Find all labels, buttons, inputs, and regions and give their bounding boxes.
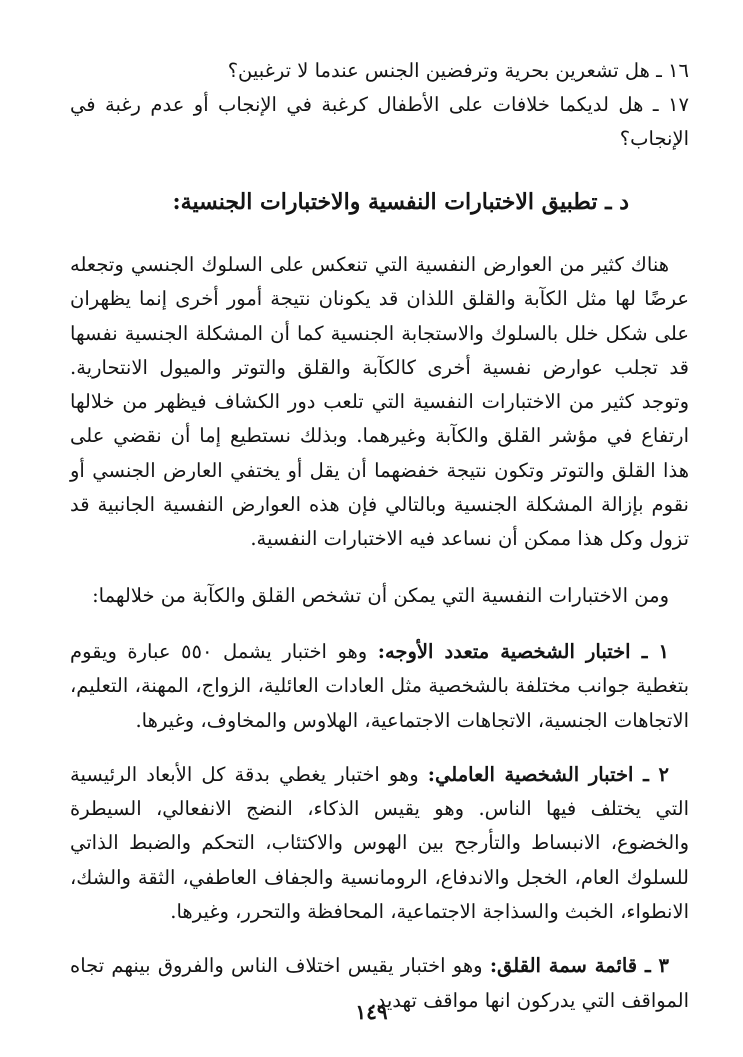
question-17: ١٧ ـ هل لديكما خلافات على الأطفال كرغبة في الإنجاب أو عدم رغبة في الإنجاب؟ [70,93,689,150]
tests-intro-paragraph: ومن الاختبارات النفسية التي يمكن أن تشخص القلق والكآبة من خلالهما: [92,583,669,607]
test-item-body: وهو اختبار يشمل ٥٥٠ عبارة ويقوم بتغطية جوانب مختلفة بالشخصية مثل العادات العائلية، الزواج، المهنة، التعليم، الاتجاهات الجنسية، الاتجاهات الاجتماعية، الهلاوس والمخاوف، وغيرها. [70,639,689,732]
test-item-title: ١ ـ اختبار الشخصية متعدد الأوجه: [377,639,670,663]
page-number: ١٤٩ [355,1000,388,1024]
test-item-mmpi [70,635,689,738]
book-page [70,54,689,1038]
question-16: ١٦ ـ هل تشعرين بحرية وترفضين الجنس عندما لا ترغبين؟ [227,59,689,82]
section-heading: د ـ تطبيق الاختبارات النفسية والاختبارات الجنسية: [172,189,629,215]
test-item-title: ٢ ـ اختبار الشخصية العاملي: [427,762,669,786]
intro-paragraph: هناك كثير من العوارض النفسية التي تنعكس على السلوك الجنسي وتجعله عرضًا لها مثل الكآبة والقلق اللذان قد يكونان نتيجة أمور أخرى إنما يظهران على شكل خلل بالسلوك والاستجابة الجنسية كما أن المشكلة الجنسية نفسها قد تجلب عوارض نفسية أخرى كالكآبة والقلق والتوتر والميول الانتحارية. وتوجد كثير من الاختبارات النفسية التي تلعب دور الكشاف فيظهر من خلالها ارتفاع في مؤشر القلق والكآبة وغيرهما. وبذلك نستطيع إما أن نقضي على هذا القلق والتوتر وتكون نتيجة خفضهما أن يقل أو يختفي العارض الجنسي أو نقوم بإزالة المشكلة الجنسية وبالتالي فإن هذه العوارض النفسية الجانبية قد تزول وكل هذا ممكن أن نساعد فيه الاختبارات النفسية. [70,253,689,551]
test-item-body: وهو اختبار يغطي بدقة كل الأبعاد الرئيسية التي يختلف فيها الناس. وهو يقيس الذكاء، النضج الانفعالي، السيطرة والخضوع، الانبساط والتأرجح بين الهوس والاكتئاب، التحكم والضبط الذاتي للسلوك العام، الخجل والاندفاع، الرومانسية والجفاف العاطفي، الثقة والشك، الانطواء، الخبث والسذاجة الاجتماعية، المحافظة والتحرر، وغيرها. [70,762,689,924]
test-item-factorial [70,758,689,929]
test-item-title: ٣ ـ قائمة سمة القلق: [489,954,669,978]
test-item-body: وهو اختبار يقيس اختلاف الناس والفروق بينهم تجاه المواقف التي يدركون انها مواقف تهديد. [70,954,689,1012]
